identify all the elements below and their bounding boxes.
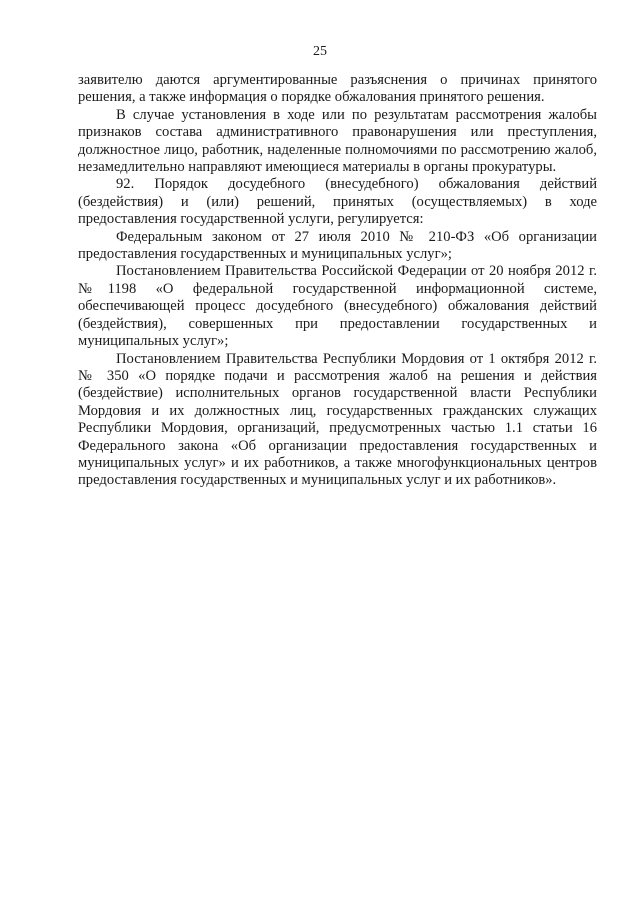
paragraph-continuation: заявителю даются аргументированные разъяснения о причинах принятого решения, а также информация о порядке обжалования принятого решения. <box>78 72 597 106</box>
paragraph-federal-law: Федеральным законом от 27 июля 2010 № 210-ФЗ «Об организации предоставления государственных и муниципальных услуг»; <box>78 228 597 263</box>
paragraph-rf-resolution: Постановлением Правительства Российской Федерации от 20 ноября 2012 г. №1198 «О федеральной государственной информационной системе, обеспечивающей процесс досудебного (внесудебного) обжалования действий (бездействия), совершенных при предоставлении государственных и муниципальных услуг»; <box>78 263 597 350</box>
page-number: 25 <box>313 44 327 59</box>
paragraph-prosecution-referral: В случае установления в ходе или по результатам рассмотрения жалобы признаков состава административного правонарушения или преступления, должностное лицо, работник, наделенные полномочиями по рассмотрению жалоб, незамедлительно направляют имеющиеся материалы в органы прокуратуры. <box>78 106 597 176</box>
paragraph-item-92: 92. Порядок досудебного (внесудебного) обжалования действий (бездействия) и (или) решений, принятых (осуществляемых) в ходе предоставления государственной услуги, регулируется: <box>78 176 597 228</box>
paragraph-mordovia-resolution: Постановлением Правительства Республики Мордовия от 1 октября 2012 г. № 350 «О порядке подачи и рассмотрения жалоб на решения и действия (бездействие) исполнительных органов государственной власти Республики Мордовия и их должностных лиц, государственных гражданских служащих Республики Мордовия, организаций, предусмотренных частью 1.1 статьи 16 Федерального закона «Об организации предоставления государственных и муниципальных услуг» и их работников, а также многофункциональных центров предоставления государственных и муниципальных услуг и их работников». <box>78 350 597 489</box>
document-body <box>78 72 597 490</box>
